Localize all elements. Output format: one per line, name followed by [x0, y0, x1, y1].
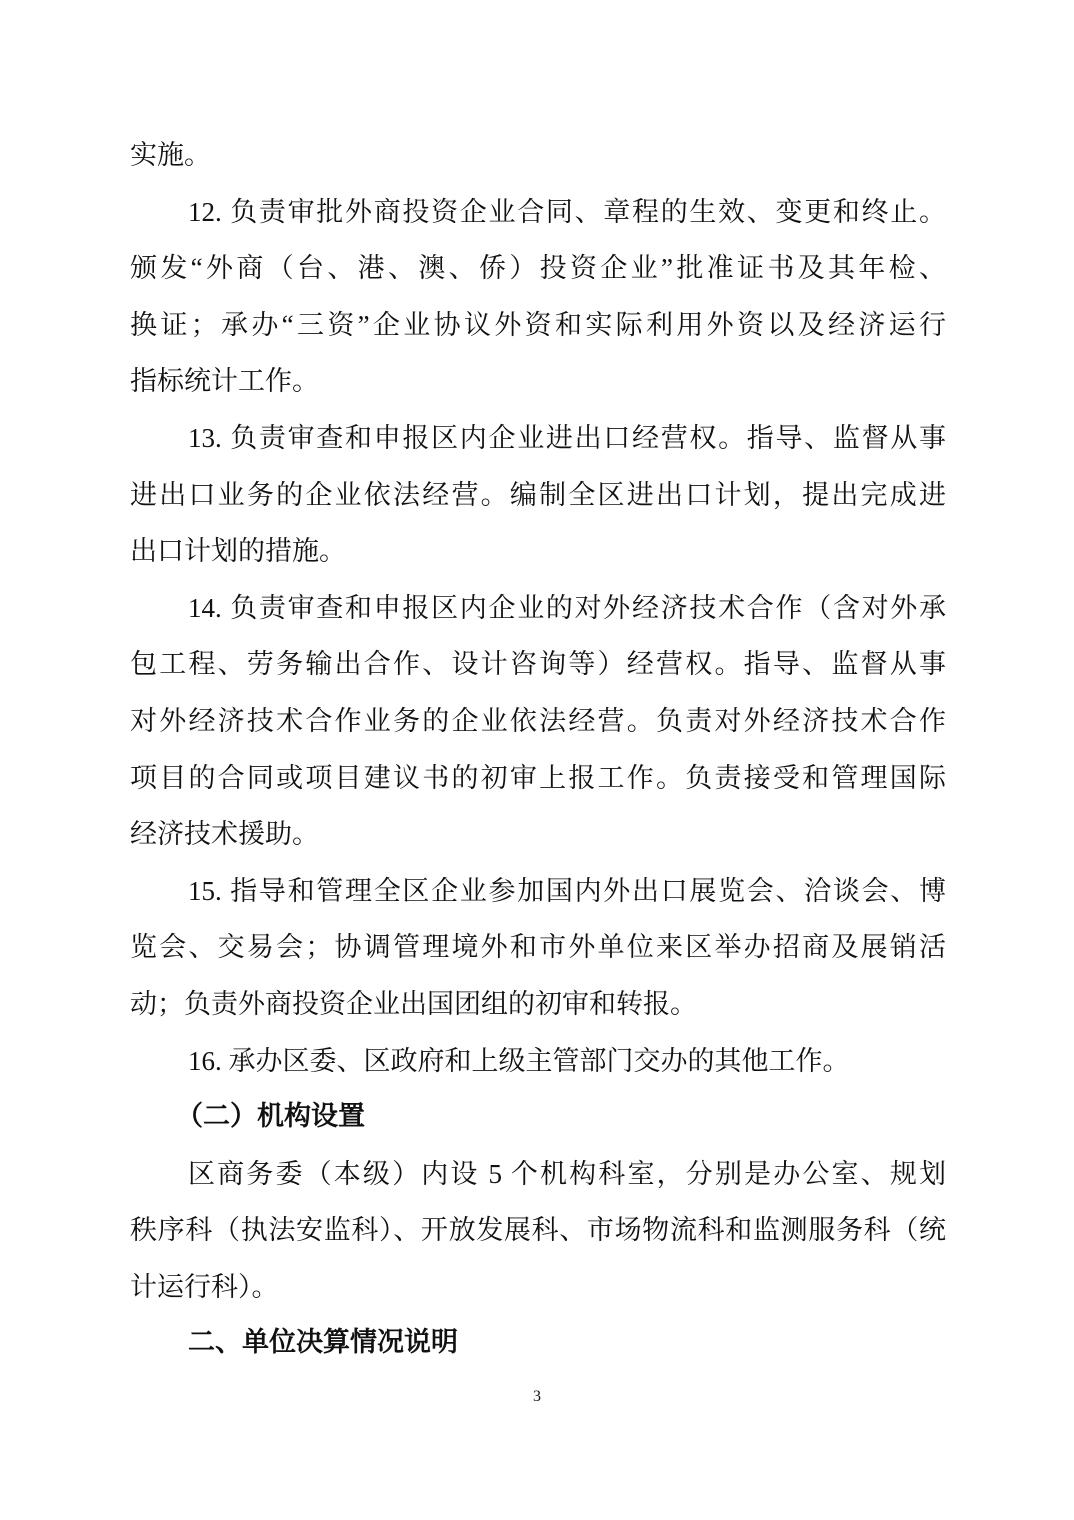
text-line: 16. 承办区委、区政府和上级主管部门交办的其他工作。: [188, 1045, 850, 1076]
text-line: （二）机构设置: [176, 1101, 365, 1133]
text-line: 指标统计工作。: [130, 366, 319, 397]
text-line: 13. 负责审查和申报区内企业进出口经营权。指导、监督从事: [188, 422, 946, 453]
text-line: 颁发“外商（台、港、澳、侨）投资企业”批准证书及其年检、: [130, 253, 946, 284]
text-line: 换证；承办“三资”企业协议外资和实际利用外资以及经济运行: [130, 309, 946, 340]
paragraph: [130, 127, 946, 184]
paragraph: [130, 1146, 946, 1316]
text-line: 动；负责外商投资企业出国团组的初审和转报。: [130, 988, 697, 1019]
text-line: 区商务委（本级）内设 5 个机构科室，分别是办公室、规划: [188, 1158, 946, 1189]
paragraph: [130, 410, 946, 580]
text-line: 经济技术援助。: [130, 819, 319, 850]
section-heading: [130, 1315, 946, 1372]
subsection-heading: [130, 1089, 946, 1146]
page-number: 3: [533, 1388, 541, 1405]
text-line: 包工程、劳务输出合作、设计咨询等）经营权。指导、监督从事: [130, 649, 946, 680]
text-line: 15. 指导和管理全区企业参加国内外出口展览会、洽谈会、博: [188, 875, 946, 906]
text-line: 秩序科（执法安监科）、开放发展科、市场物流科和监测服务科（统: [130, 1215, 946, 1246]
text-line: 项目的合同或项目建议书的初审上报工作。负责接受和管理国际: [130, 762, 946, 793]
paragraph: [130, 1033, 946, 1090]
text-line: 14. 负责审查和申报区内企业的对外经济技术合作（含对外承: [188, 592, 946, 623]
text-line: 进出口业务的企业依法经营。编制全区进出口计划，提出完成进: [130, 479, 946, 510]
paragraph: [130, 863, 946, 1033]
document-body: [130, 127, 946, 1372]
paragraph: [130, 184, 946, 410]
text-line: 览会、交易会；协调管理境外和市外单位来区举办招商及展销活: [130, 932, 946, 963]
text-line: 二、单位决算情况说明: [188, 1327, 458, 1359]
text-line: 出口计划的措施。: [130, 536, 346, 567]
text-line: 实施。: [130, 140, 211, 170]
paragraph: [130, 580, 946, 863]
text-line: 计运行科）。: [130, 1271, 279, 1302]
text-line: 对外经济技术合作业务的企业依法经营。负责对外经济技术合作: [130, 705, 946, 736]
text-line: 12. 负责审批外商投资企业合同、章程的生效、变更和终止。: [188, 196, 946, 227]
